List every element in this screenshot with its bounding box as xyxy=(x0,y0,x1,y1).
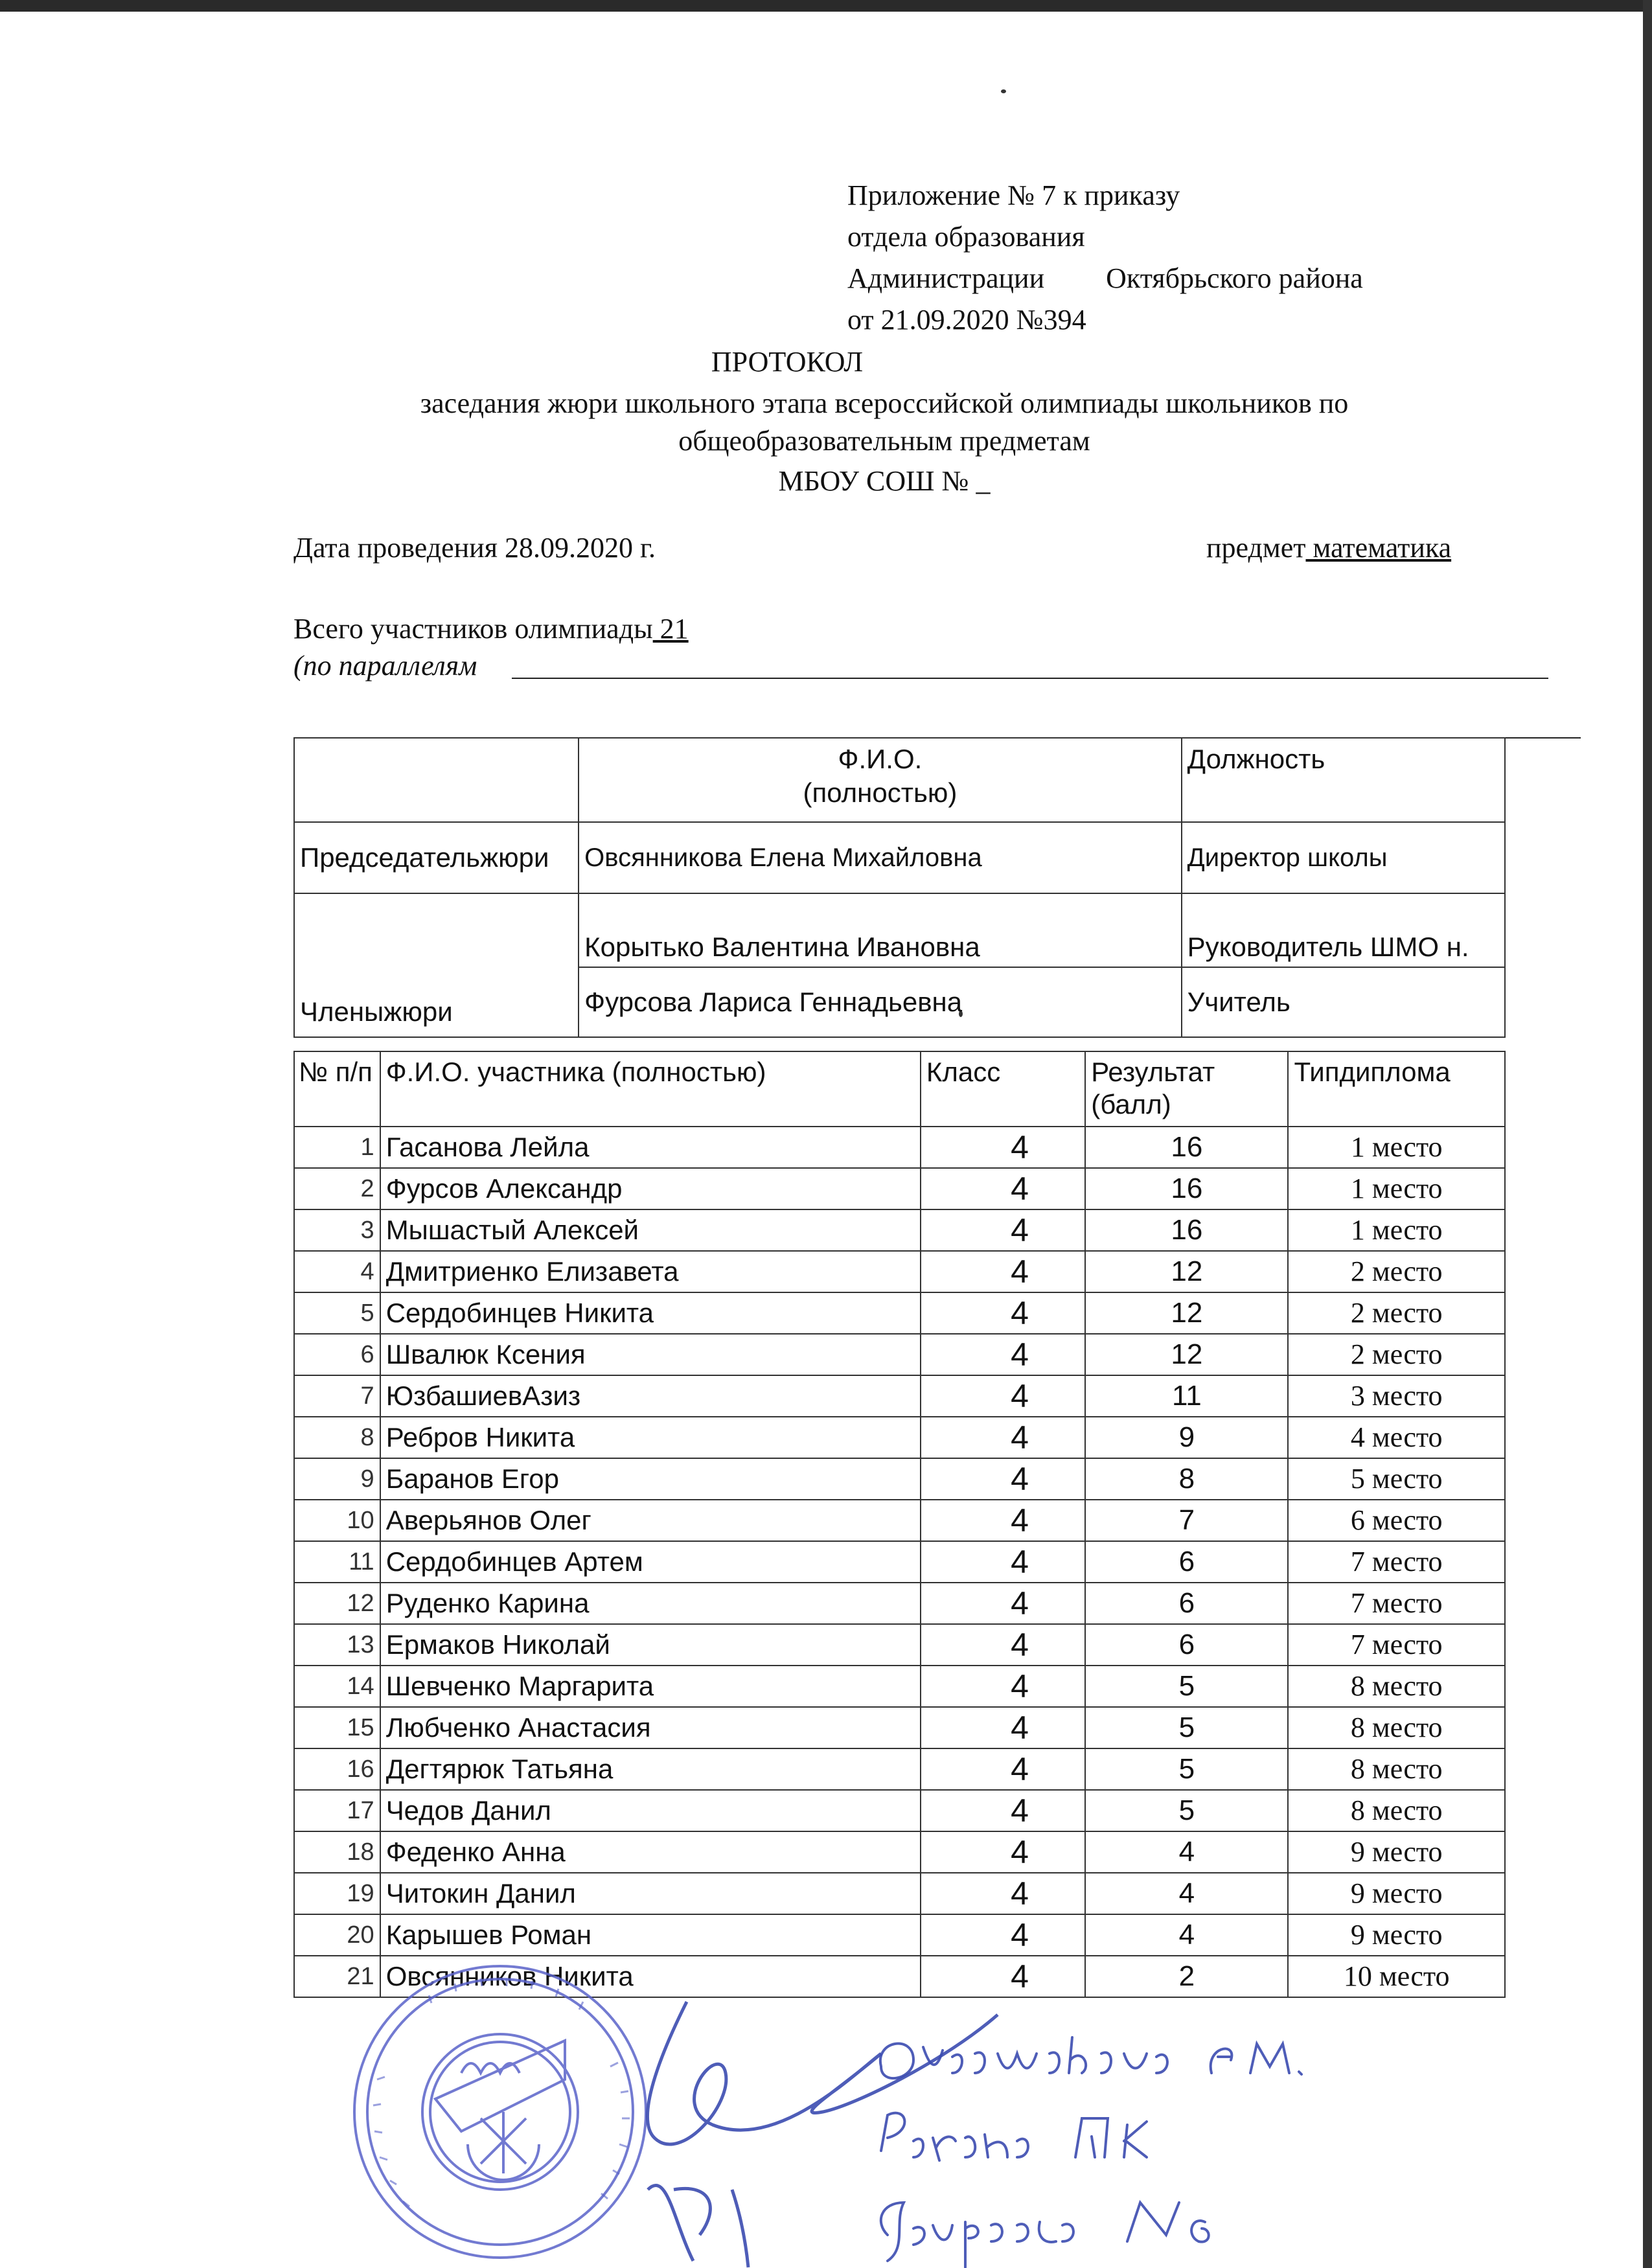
jury-member2-name: Фурсова Лариса Геннадьевна xyxy=(579,967,1181,1037)
row-place: 9 место xyxy=(1288,1873,1505,1914)
row-num: 12 xyxy=(294,1583,380,1624)
table-row xyxy=(294,1624,1505,1666)
jury-chair-position: Директор школы xyxy=(1182,822,1505,893)
scan-edge-right xyxy=(1643,0,1652,2268)
row-num: 11 xyxy=(294,1541,380,1583)
jury-member1-position: Руководитель ШМО н. xyxy=(1182,893,1505,967)
row-name: Ермаков Николай xyxy=(380,1624,921,1666)
col-name-header: Ф.И.О. участника (полностью) xyxy=(380,1051,921,1127)
subject-label: предмет xyxy=(1206,532,1306,564)
row-grade: 4 xyxy=(921,1873,1085,1914)
jury-member1-name: Корытько Валентина Ивановна xyxy=(579,893,1181,967)
row-score: 2 xyxy=(1085,1956,1288,1997)
row-num: 7 xyxy=(294,1375,380,1417)
row-name: Мышастый Алексей xyxy=(380,1209,921,1251)
subject-value: математика xyxy=(1305,532,1452,564)
total-value: 21 xyxy=(652,613,689,645)
row-num: 5 xyxy=(294,1292,380,1334)
results-body xyxy=(294,1127,1505,1997)
handwritten-names xyxy=(868,2028,1516,2268)
row-num: 6 xyxy=(294,1334,380,1375)
row-name: Дегтярюк Татьяна xyxy=(380,1748,921,1790)
results-table xyxy=(293,1051,1506,1998)
row-num: 21 xyxy=(294,1956,380,1997)
row-grade: 4 xyxy=(921,1831,1085,1873)
row-name: Карышев Роман xyxy=(380,1914,921,1956)
table-row xyxy=(294,1375,1505,1417)
row-place: 2 место xyxy=(1288,1292,1505,1334)
table-row xyxy=(294,1334,1505,1375)
row-grade: 4 xyxy=(921,1583,1085,1624)
row-place: 8 место xyxy=(1288,1748,1505,1790)
row-name: Сердобинцев Артем xyxy=(380,1541,921,1583)
row-name: Ребров Никита xyxy=(380,1417,921,1458)
appendix-line: Приложение № 7 к приказу xyxy=(847,179,1180,211)
table-row xyxy=(294,1666,1505,1707)
row-grade: 4 xyxy=(921,1707,1085,1748)
row-score: 5 xyxy=(1085,1790,1288,1831)
row-score: 5 xyxy=(1085,1707,1288,1748)
order-line: от 21.09.2020 №394 xyxy=(847,304,1086,336)
row-num: 10 xyxy=(294,1500,380,1541)
row-score: 4 xyxy=(1085,1873,1288,1914)
row-score: 16 xyxy=(1085,1168,1288,1209)
row-score: 16 xyxy=(1085,1209,1288,1251)
row-num: 20 xyxy=(294,1914,380,1956)
row-score: 4 xyxy=(1085,1831,1288,1873)
jury-member2-position: Учитель xyxy=(1182,967,1505,1037)
col-grade-header: Класс xyxy=(921,1051,1085,1127)
row-place: 8 место xyxy=(1288,1790,1505,1831)
table-row xyxy=(294,1292,1505,1334)
row-name: Руденко Карина xyxy=(380,1583,921,1624)
parallel-underline xyxy=(512,678,1548,679)
row-name: Сердобинцев Никита xyxy=(380,1292,921,1334)
table-row xyxy=(294,1251,1505,1292)
row-grade: 4 xyxy=(921,1251,1085,1292)
row-grade: 4 xyxy=(921,1458,1085,1500)
table-row xyxy=(294,1831,1505,1873)
row-score: 5 xyxy=(1085,1748,1288,1790)
admin-line xyxy=(847,258,1363,299)
row-name: Читокин Данил xyxy=(380,1873,921,1914)
row-place: 9 место xyxy=(1288,1914,1505,1956)
row-num: 14 xyxy=(294,1666,380,1707)
table-row xyxy=(294,1541,1505,1583)
row-place: 1 место xyxy=(1288,1168,1505,1209)
row-num: 4 xyxy=(294,1251,380,1292)
row-place: 1 место xyxy=(1288,1209,1505,1251)
row-place: 2 место xyxy=(1288,1334,1505,1375)
table-row xyxy=(294,1127,1505,1168)
row-score: 7 xyxy=(1085,1500,1288,1541)
table-row xyxy=(294,1458,1505,1500)
scan-speck xyxy=(1001,89,1006,93)
row-place: 4 место xyxy=(1288,1417,1505,1458)
col-diploma-header: Типдиплома xyxy=(1288,1051,1505,1127)
row-score: 16 xyxy=(1085,1127,1288,1168)
total-label: Всего участников олимпиады xyxy=(293,613,653,645)
row-place: 8 место xyxy=(1288,1707,1505,1748)
row-name: Чедов Данил xyxy=(380,1790,921,1831)
row-grade: 4 xyxy=(921,1209,1085,1251)
appendix-header xyxy=(847,175,1363,341)
row-grade: 4 xyxy=(921,1748,1085,1790)
row-grade: 4 xyxy=(921,1127,1085,1168)
date-field: Дата проведения 28.09.2020 г. xyxy=(293,532,656,564)
parallel-field: (по параллелям xyxy=(293,650,477,682)
row-name: Феденко Анна xyxy=(380,1831,921,1873)
row-place: 6 место xyxy=(1288,1500,1505,1541)
school-line: МБОУ СОШ № _ xyxy=(778,465,991,497)
row-place: 9 место xyxy=(1288,1831,1505,1873)
row-grade: 4 xyxy=(921,1624,1085,1666)
row-place: 7 место xyxy=(1288,1541,1505,1583)
table-row xyxy=(294,1873,1505,1914)
row-num: 13 xyxy=(294,1624,380,1666)
row-name: Аверьянов Олег xyxy=(380,1500,921,1541)
col-score-header: Результат (балл) xyxy=(1085,1051,1288,1127)
subject-field xyxy=(1206,531,1451,564)
row-num: 9 xyxy=(294,1458,380,1500)
row-grade: 4 xyxy=(921,1666,1085,1707)
row-name: Овсянников Никита xyxy=(380,1956,921,1997)
protocol-title: ПРОТОКОЛ xyxy=(711,346,864,378)
jury-head-name xyxy=(579,738,1181,822)
row-name: Дмитриенко Елизавета xyxy=(380,1251,921,1292)
jury-head-empty xyxy=(294,738,579,822)
table-row xyxy=(294,1500,1505,1541)
table-row xyxy=(294,1417,1505,1458)
row-score: 5 xyxy=(1085,1666,1288,1707)
row-score: 12 xyxy=(1085,1334,1288,1375)
table-row xyxy=(294,1209,1505,1251)
row-num: 16 xyxy=(294,1748,380,1790)
row-grade: 4 xyxy=(921,1334,1085,1375)
row-score: 4 xyxy=(1085,1914,1288,1956)
row-score: 11 xyxy=(1085,1375,1288,1417)
row-grade: 4 xyxy=(921,1790,1085,1831)
row-score: 12 xyxy=(1085,1292,1288,1334)
row-score: 9 xyxy=(1085,1417,1288,1458)
jury-members-role: Членыжюри xyxy=(294,893,579,1037)
row-num: 17 xyxy=(294,1790,380,1831)
row-score: 12 xyxy=(1085,1251,1288,1292)
jury-head-name-sub: (полностью) xyxy=(803,777,958,808)
table-row xyxy=(294,1168,1505,1209)
row-num: 18 xyxy=(294,1831,380,1873)
jury-chair-name: Овсянникова Елена Михайловна xyxy=(579,822,1181,893)
row-grade: 4 xyxy=(921,1292,1085,1334)
row-grade: 4 xyxy=(921,1375,1085,1417)
row-grade: 4 xyxy=(921,1500,1085,1541)
protocol-subtitle-2: общеобразовательным предметам xyxy=(678,425,1090,457)
jury-head-position: Должность xyxy=(1182,738,1505,822)
row-name: Фурсов Александр xyxy=(380,1168,921,1209)
table-row xyxy=(294,1790,1505,1831)
row-name: Баранов Егор xyxy=(380,1458,921,1500)
row-place: 7 место xyxy=(1288,1583,1505,1624)
jury-chair-role: Председательжюри xyxy=(294,822,579,893)
table-row xyxy=(294,1707,1505,1748)
row-place: 8 место xyxy=(1288,1666,1505,1707)
row-place: 1 место xyxy=(1288,1127,1505,1168)
row-num: 8 xyxy=(294,1417,380,1458)
row-place: 7 место xyxy=(1288,1624,1505,1666)
row-place: 10 место xyxy=(1288,1956,1505,1997)
row-grade: 4 xyxy=(921,1417,1085,1458)
row-name: Любченко Анастасия xyxy=(380,1707,921,1748)
row-num: 2 xyxy=(294,1168,380,1209)
row-score: 6 xyxy=(1085,1624,1288,1666)
row-place: 5 место xyxy=(1288,1458,1505,1500)
row-score: 6 xyxy=(1085,1541,1288,1583)
row-grade: 4 xyxy=(921,1168,1085,1209)
jury-head-name-text: Ф.И.О. xyxy=(838,744,923,774)
admin-left: Администрации xyxy=(847,262,1045,294)
row-name: Швалюк Ксения xyxy=(380,1334,921,1375)
protocol-subtitle-1: заседания жюри школьного этапа всероссийской олимпиады школьников по xyxy=(420,387,1349,419)
table-row xyxy=(294,1748,1505,1790)
row-place: 2 место xyxy=(1288,1251,1505,1292)
total-field xyxy=(293,612,689,645)
table-row xyxy=(294,1583,1505,1624)
scan-edge-top xyxy=(0,0,1652,12)
row-name: Шевченко Маргарита xyxy=(380,1666,921,1707)
row-num: 19 xyxy=(294,1873,380,1914)
col-num-header: № п/п xyxy=(294,1051,380,1127)
row-name: ЮзбашиевАзиз xyxy=(380,1375,921,1417)
row-grade: 4 xyxy=(921,1914,1085,1956)
row-name: Гасанова Лейла xyxy=(380,1127,921,1168)
row-num: 3 xyxy=(294,1209,380,1251)
dept-line: отдела образования xyxy=(847,221,1085,253)
row-grade: 4 xyxy=(921,1541,1085,1583)
jury-table xyxy=(293,737,1506,1038)
row-score: 6 xyxy=(1085,1583,1288,1624)
admin-right: Октябрьского района xyxy=(1106,262,1363,294)
row-grade: 4 xyxy=(921,1956,1085,1997)
row-score: 8 xyxy=(1085,1458,1288,1500)
row-place: 3 место xyxy=(1288,1375,1505,1417)
row-num: 1 xyxy=(294,1127,380,1168)
row-num: 15 xyxy=(294,1707,380,1748)
